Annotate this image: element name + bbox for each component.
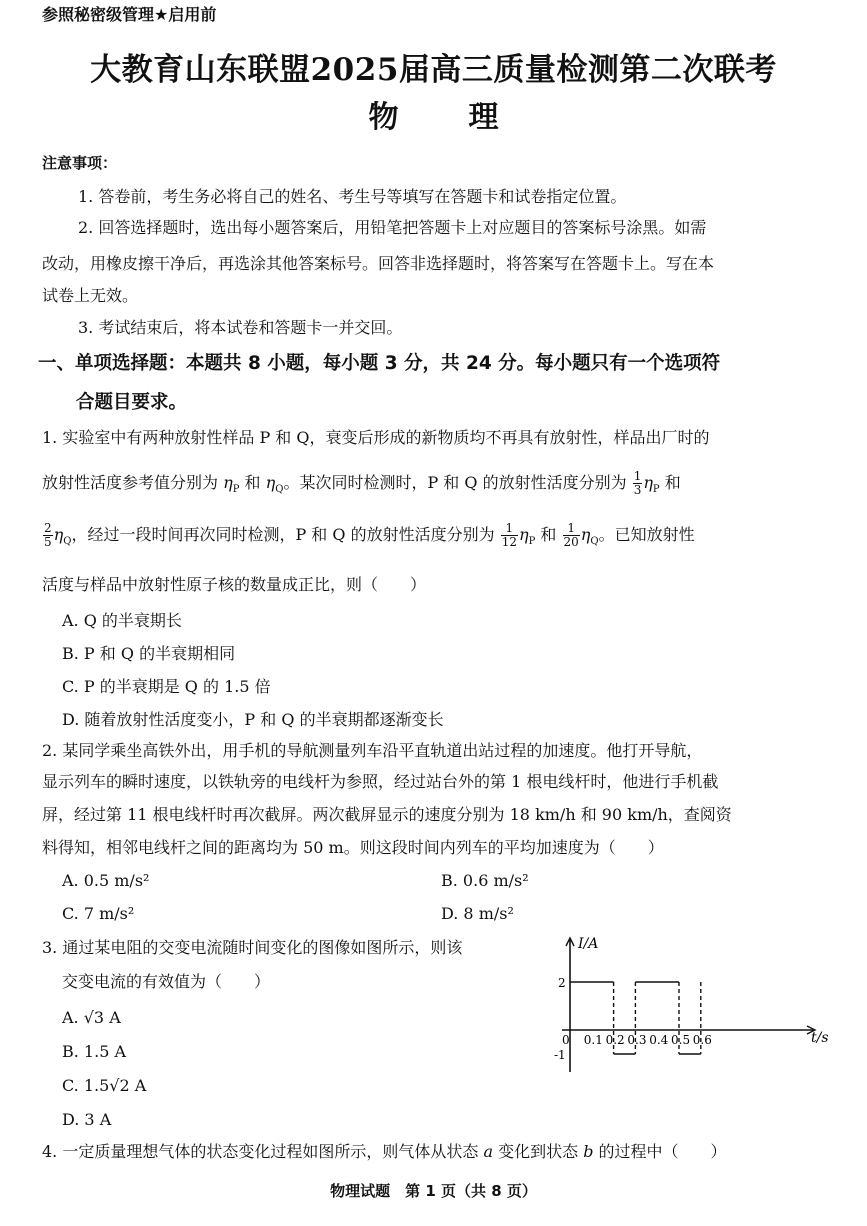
q1-text: 。某次同时检测时，P 和 Q 的放射性活度分别为 [283, 473, 627, 492]
subject-char-2: 理 [468, 100, 499, 135]
subscript: P [652, 484, 660, 496]
q2-option-b: B. 0.6 m/s² [441, 871, 529, 890]
q3-stem-line-2: 交变电流的有效值为（ ） [62, 972, 271, 991]
eta-symbol: η [265, 473, 276, 492]
q2-stem-line-4: 料得知，相邻电线杆之间的距离均为 50 m。则这段时间内列车的平均加速度为（ ） [42, 838, 664, 857]
eta-symbol: η [223, 473, 233, 492]
q3-option-d: D. 3 A [62, 1110, 112, 1129]
section-1-heading: 一、单项选择题：本题共 8 小题，每小题 3 分，共 24 分。每小题只有一个选项符 [38, 353, 721, 374]
q1-stem-line-2 [42, 470, 832, 500]
x-tick-label: 0.2 [605, 1033, 625, 1047]
exam-title: 大教育山东联盟2025届高三质量检测第二次联考 [90, 52, 777, 88]
fraction: $\frac{2}{5}$ [44, 521, 52, 549]
q4-text: 的过程中（ ） [598, 1142, 727, 1161]
q2-option-d: D. 8 m/s² [441, 904, 514, 923]
notice-item-2-line-3: 试卷上无效。 [42, 286, 139, 305]
subscript: P [528, 536, 536, 548]
q2-stem-line-3: 屏，经过第 11 根电线杆时再次截屏。两次截屏显示的速度分别为 18 km/h 和 90 km/h，查阅资 [42, 805, 732, 824]
y-tick-label: 2 [558, 976, 566, 990]
current-time-graph [545, 932, 845, 1082]
y-axis-label: I/A [578, 936, 599, 952]
notice-item-2-line-1: 2. 回答选择题时，选出每小题答案后，用铅笔把答题卡上对应题目的答案标号涂黑。如需 [78, 218, 707, 237]
q1-text: ，经过一段时间再次同时检测，P 和 Q 的放射性活度分别为 [71, 525, 495, 544]
q3-option-b: B. 1.5 A [62, 1042, 127, 1061]
notice-heading: 注意事项： [42, 154, 118, 172]
q3-option-c: C. 1.5√2 A [62, 1076, 147, 1095]
q1-option-c: C. P 的半衰期是 Q 的 1.5 倍 [62, 677, 271, 696]
q3-stem-line-1: 3. 通过某电阻的交变电流随时间变化的图像如图所示，则该 [42, 938, 463, 957]
q2-option-c: C. 7 m/s² [62, 904, 135, 923]
x-tick-label: 0.1 [583, 1033, 603, 1047]
subject-char-1: 物 [368, 100, 399, 135]
q1-option-d: D. 随着放射性活度变小，P 和 Q 的半衰期都逐渐变长 [62, 710, 444, 729]
state-a: a [483, 1142, 493, 1161]
subject-title [0, 92, 867, 136]
q1-stem-line-1: 1. 实验室中有两种放射性样品 P 和 Q，衰变后形成的新物质均不再具有放射性，样品出厂时的 [42, 428, 710, 447]
fraction: $\frac{1}{12}$ [501, 521, 517, 549]
notice-item-2-line-2: 改动，用橡皮擦干净后，再选涂其他答案标号。回答非选择题时，将答案写在答题卡上。写在本 [42, 254, 715, 273]
q1-stem-line-3 [42, 522, 832, 552]
q1-and: 和 [244, 473, 261, 492]
eta-symbol: η [53, 525, 64, 544]
x-tick-label: 0.5 [671, 1033, 691, 1047]
fraction: $\frac{1}{3}$ [633, 469, 642, 497]
q2-stem-line-2: 显示列车的瞬时速度，以铁轨旁的电线杆为参照，经过站台外的第 1 根电线杆时，他进行手机截 [42, 772, 719, 791]
graph-axes [562, 938, 815, 1072]
q3-option-a: A. √3 A [62, 1008, 121, 1027]
q4-stem-line-1 [42, 1142, 832, 1162]
subscript: P [232, 484, 240, 496]
eta-symbol: η [580, 525, 591, 544]
q2-stem-line-1: 2. 某同学乘坐高铁外出，用手机的导航测量列车沿平直轨道出站过程的加速度。他打开导航， [42, 741, 703, 760]
eta-symbol: η [643, 473, 653, 492]
q4-text: 变化到状态 [498, 1142, 579, 1161]
q1-and: 和 [540, 525, 557, 544]
x-tick-label: 0.6 [692, 1033, 712, 1047]
q1-text: 。已知放射性 [598, 525, 695, 544]
q1-option-b: B. P 和 Q 的半衰期相同 [62, 644, 236, 663]
q2-option-a: A. 0.5 m/s² [62, 871, 150, 890]
subscript: Q [275, 484, 284, 496]
x-tick-label: 0 [562, 1033, 570, 1047]
subscript: Q [590, 536, 599, 548]
q1-and: 和 [664, 473, 681, 492]
page-footer: 物理试题 第 1 页（共 8 页） [330, 1182, 537, 1200]
graph-ticks [554, 976, 712, 1062]
state-b: b [583, 1142, 594, 1161]
x-tick-label: 0.3 [627, 1033, 647, 1047]
x-tick-label: 0.4 [649, 1033, 669, 1047]
notice-item-3: 3. 考试结束后，将本试卷和答题卡一并交回。 [78, 318, 403, 337]
x-axis-label: t/s [811, 1030, 829, 1046]
fraction: $\frac{1}{20}$ [563, 521, 579, 549]
secrecy-label: 参照秘密级管理★启用前 [42, 5, 217, 24]
section-1-heading-cont: 合题目要求。 [76, 392, 188, 413]
q1-text: 放射性活度参考值分别为 [42, 473, 219, 492]
q1-option-a: A. Q 的半衰期长 [62, 611, 182, 630]
q4-text: 4. 一定质量理想气体的状态变化过程如图所示，则气体从状态 [42, 1142, 479, 1161]
q1-stem-line-4: 活度与样品中放射性原子核的数量成正比，则（ ） [42, 575, 427, 594]
y-tick-label: -1 [554, 1048, 566, 1062]
eta-symbol: η [518, 525, 529, 544]
subscript: Q [63, 536, 72, 548]
notice-item-1: 1. 答卷前，考生务必将自己的姓名、考生号等填写在答题卡和试卷指定位置。 [78, 187, 627, 206]
